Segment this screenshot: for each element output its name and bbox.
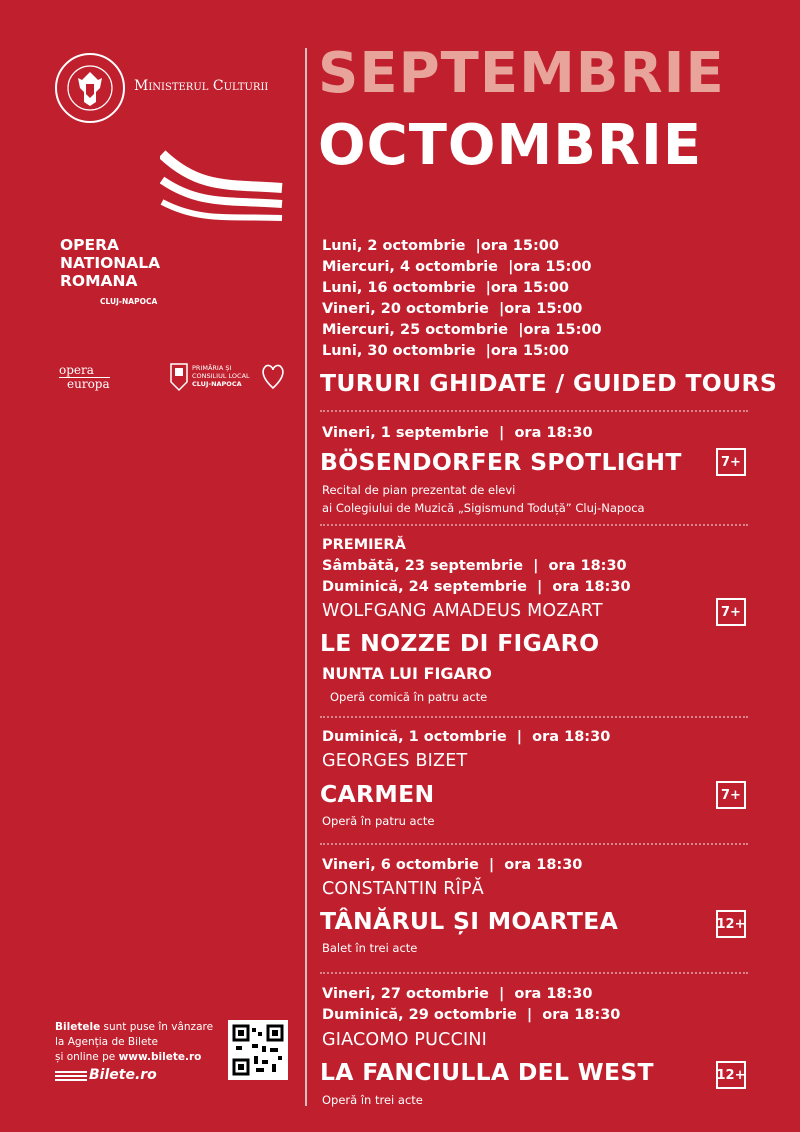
carmen-title: CARMEN	[320, 780, 435, 808]
section-separator	[320, 843, 748, 845]
tour-date: Luni, 30 octombrie |ora 15:00	[322, 343, 570, 359]
bosendorfer-desc: Recital de pian prezentat de elevi ai Colegiului de Muzică „Sigismund Toduță” Cluj-Napoca	[322, 483, 645, 515]
opera-logo-line2: NATIONALA	[60, 254, 161, 272]
opera-logo-city: CLUJ-NAPOCA	[100, 297, 158, 306]
section-separator	[320, 524, 748, 526]
fanciulla-title: LA FANCIULLA DEL WEST	[320, 1058, 654, 1086]
age-badge: 12+	[716, 1061, 746, 1089]
section-separator	[320, 972, 748, 974]
age-badge: 7+	[716, 781, 746, 809]
tanarul-desc: Balet în trei acte	[322, 941, 418, 955]
ministry-name: Ministerul Culturii	[134, 78, 269, 94]
partner-logos	[55, 360, 295, 400]
government-seal-icon	[54, 52, 126, 124]
bilete-brand[interactable]: Bilete.ro	[55, 1068, 230, 1083]
speed-lines-icon	[55, 1071, 87, 1081]
tanarul-title: TÂNĂRUL ȘI MOARTEA	[320, 907, 619, 935]
figaro-premiere: PREMIERĂ	[322, 537, 406, 553]
heart-logo-icon	[260, 362, 286, 392]
tanarul-composer: CONSTANTIN RÎPĂ	[322, 879, 484, 899]
figaro-date-1: Sâmbătă, 23 septembrie | ora 18:30	[322, 558, 627, 574]
opera-europa-logo: opera europa	[59, 363, 110, 391]
fanciulla-date-2: Duminică, 29 octombrie | ora 18:30	[322, 1007, 621, 1023]
tour-date: Luni, 2 octombrie |ora 15:00	[322, 238, 559, 254]
age-badge: 7+	[716, 448, 746, 476]
qr-code[interactable]	[228, 1020, 288, 1080]
primaria-logo-text: PRIMĂRIA ȘI CONSILIUL LOCAL CLUJ-NAPOCA	[192, 364, 250, 388]
city-crest-icon	[170, 362, 188, 392]
carmen-composer: GEORGES BIZET	[322, 751, 468, 771]
tour-date: Luni, 16 octombrie |ora 15:00	[322, 280, 570, 296]
fanciulla-desc: Operă în trei acte	[322, 1093, 423, 1107]
tours-title: TURURI GHIDATE / GUIDED TOURS	[320, 369, 778, 397]
vertical-divider	[305, 48, 307, 1106]
figaro-composer: WOLFGANG AMADEUS MOZART	[322, 601, 603, 621]
figaro-title: LE NOZZE DI FIGARO	[320, 629, 600, 657]
section-separator	[320, 716, 748, 718]
fanciulla-date-1: Vineri, 27 octombrie | ora 18:30	[322, 986, 593, 1002]
qr-code-icon	[228, 1020, 288, 1080]
carmen-date: Duminică, 1 octombrie | ora 18:30	[322, 729, 611, 745]
figaro-subtitle: NUNTA LUI FIGARO	[322, 664, 492, 683]
opera-logo-line3: ROMANA	[60, 272, 138, 290]
opera-waves-icon	[160, 150, 285, 230]
tour-date: Miercuri, 4 octombrie |ora 15:00	[322, 259, 592, 275]
month-title-1: SEPTEMBRIE	[318, 41, 725, 106]
bosendorfer-date: Vineri, 1 septembrie | ora 18:30	[322, 425, 593, 441]
tours-section	[322, 236, 602, 362]
opera-logo-line1: OPERA	[60, 236, 120, 254]
tour-date: Miercuri, 25 octombrie |ora 15:00	[322, 322, 602, 338]
ministry-logo	[54, 52, 294, 124]
tour-date: Vineri, 20 octombrie |ora 15:00	[322, 301, 583, 317]
tanarul-date: Vineri, 6 octombrie | ora 18:30	[322, 857, 583, 873]
age-badge: 7+	[716, 598, 746, 626]
ticket-info: Biletele sunt puse în vânzare la Agenția de Bilete și online pe www.bilete.ro Bilete.ro	[55, 1020, 230, 1083]
bosendorfer-title: BÖSENDORFER SPOTLIGHT	[320, 448, 682, 476]
figaro-desc: Operă comică în patru acte	[330, 690, 488, 704]
carmen-desc: Operă în patru acte	[322, 814, 435, 828]
age-badge: 12+	[716, 910, 746, 938]
fanciulla-composer: GIACOMO PUCCINI	[322, 1030, 488, 1050]
opera-logo	[60, 150, 290, 310]
figaro-date-2: Duminică, 24 septembrie | ora 18:30	[322, 579, 631, 595]
month-title-2: OCTOMBRIE	[318, 113, 703, 178]
section-separator	[320, 410, 748, 412]
bilete-link[interactable]: www.bilete.ro	[118, 1051, 202, 1063]
